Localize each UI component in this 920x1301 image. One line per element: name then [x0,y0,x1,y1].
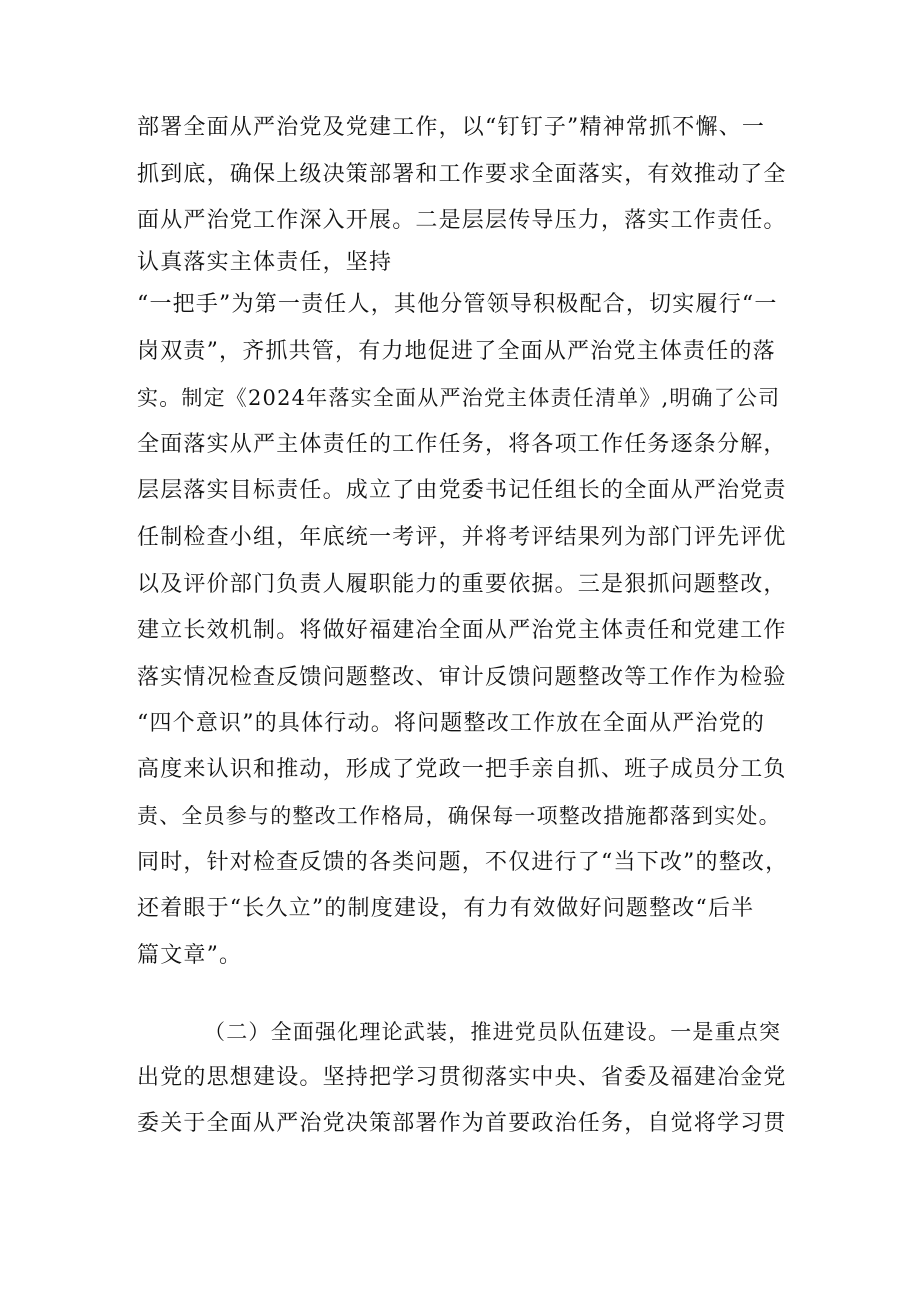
text-line-9: 层层落实目标责任。成立了由党委书记任组长的全面从严治党责 [137,478,787,503]
text-line-5: “一把手”为第一责任人，其他分管领导积极配合，切实履行“一 [137,292,778,317]
text-line-21: 出党的思想建设。坚持把学习贯彻落实中央、省委及福建冶金党 [137,1065,787,1090]
text-line-16: 责、全员参与的整改工作格局，确保每一项整改措施都落到实处。 [137,804,781,828]
section-heading-line: （二）全面强化理论武装，推进党员队伍建设。一是重点突 [204,1020,782,1044]
text-line-18: 还着眼于“长久立”的制度建设，有力有效做好问题整改“后半 [137,896,755,921]
text-line-14: “四个意识”的具体行动。将问题整改工作放在全面从严治党的 [137,711,766,736]
text-line-17: 同时，针对检查反馈的各类问题，不仅进行了“当下改”的整改， [137,850,789,875]
text-line-6: 岗双责”，齐抓共管，有力地促进了全面从严治党主体责任的落 [137,339,776,364]
text-line-4: 认真落实主体责任，坚持 [137,250,393,275]
text-line-3: 面从严治党工作深入开展。二是层层传导压力，落实工作责任。 [137,208,787,233]
text-line-12: 建立长效机制。将做好福建冶全面从严治党主体责任和党建工作 [137,618,787,643]
text-line-8: 全面落实从严主体责任的工作任务，将各项工作任务逐条分解， [137,432,787,457]
text-line-11: 以及评价部门负责人履职能力的重要依据。三是狠抓问题整改， [137,572,787,597]
text-line-10: 任制检查小组，年底统一考评，并将考评结果列为部门评先评优 [137,525,787,550]
text-line-1: 部署全面从严治党及党建工作，以“钉钉子”精神常抓不懈、一 [137,115,766,140]
text-line-7: 实。制定《2024年落实全面从严治党主体责任清单》,明确了公司 [137,386,781,410]
text-line-19: 篇文章”。 [137,943,243,968]
text-line-15: 高度来认识和推动，形成了党政一把手亲自抓、班子成员分工负 [137,757,787,782]
text-line-2: 抓到底，确保上级决策部署和工作要求全面落实，有效推动了全 [137,162,787,187]
text-line-22: 委关于全面从严治党决策部署作为首要政治任务，自觉将学习贯 [137,1111,787,1136]
text-line-13: 落实情况检查反馈问题整改、审计反馈问题整改等工作作为检验 [137,665,787,690]
